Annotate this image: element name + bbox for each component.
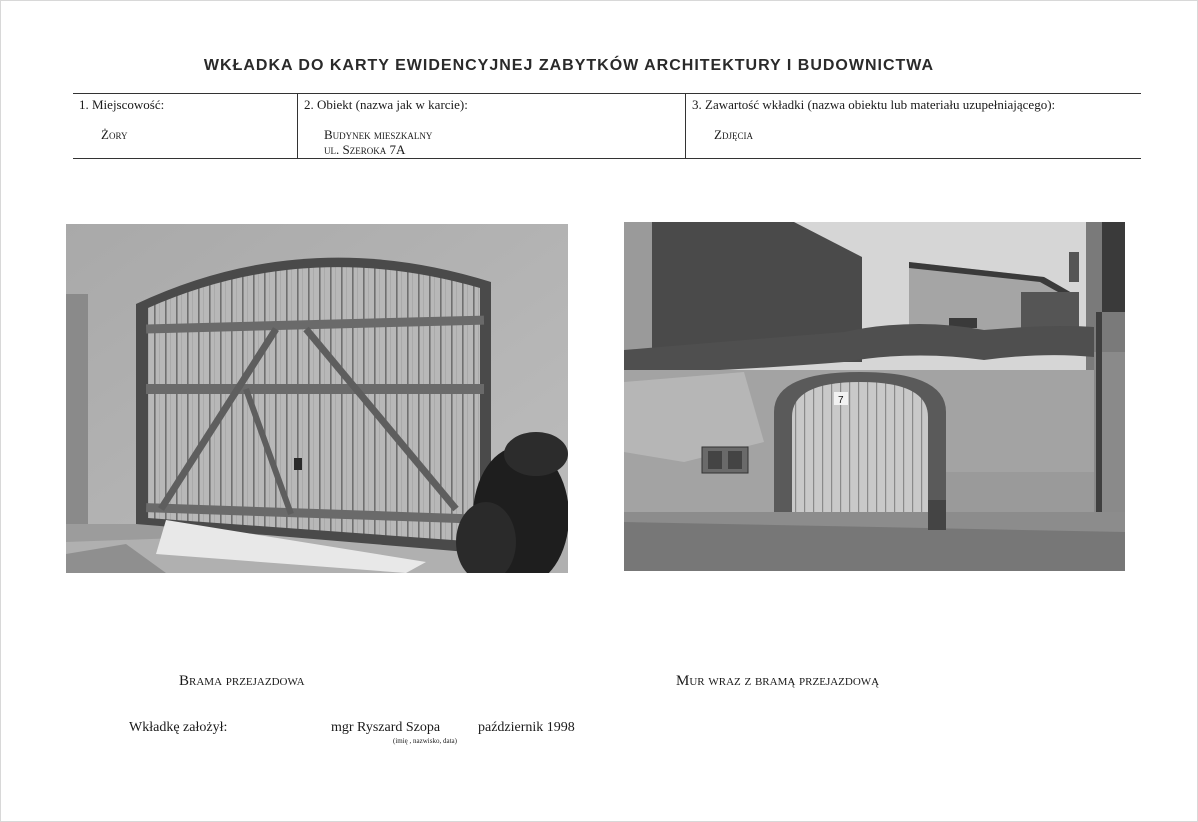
house-number: 7 [838,395,844,406]
document-title: WKŁADKA DO KARTY EWIDENCYJNEJ ZABYTKÓW ARCHITEKTURY I BUDOWNICTWA [203,57,935,74]
object-cell [297,94,686,158]
object-value-line2: ul. Szeroka 7A [324,142,406,157]
locality-cell [73,94,297,158]
object-label: 2. Obiekt (nazwa jak w karcie): [304,97,468,112]
footer-author: mgr Ryszard Szopa [331,720,441,735]
contents-cell [685,94,1142,158]
caption-gate: Brama przejazdowa [179,673,305,689]
footer-date: październik 1998 [478,720,575,735]
photo-gate [66,224,568,573]
object-value-line1: Budynek mieszkalny [324,127,433,142]
caption-wall-gate: Mur wraz z bramą przejazdową [676,673,880,689]
object-value [324,127,432,157]
contents-value: Zdjęcia [714,127,753,142]
photo-wall-gate-image [624,222,1125,571]
footer-sublabel: (imię , nazwisko, data) [393,737,457,745]
footer-label: Wkładkę założył: [129,720,228,735]
locality-label: 1. Miejscowość: [79,97,165,112]
photo-wall-gate [624,222,1125,571]
contents-label: 3. Zawartość wkładki (nazwa obiektu lub materiału uzupełniającego): [692,97,1056,112]
header-table [73,93,1141,159]
photo-gate-image [66,224,568,573]
locality-value: Żory [101,127,128,142]
